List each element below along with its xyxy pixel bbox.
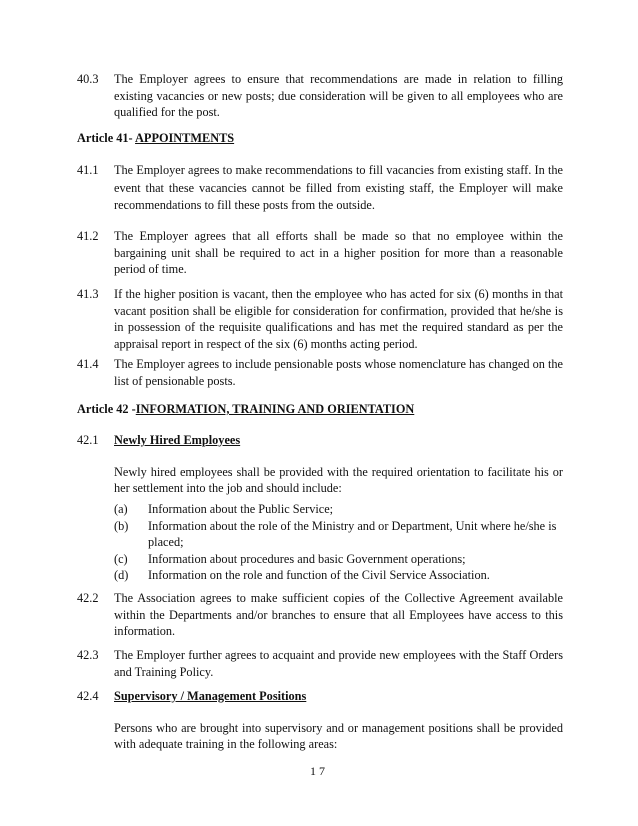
list-item-text: Information about procedures and basic Government operations; [148, 551, 466, 566]
clause-41-1 [77, 162, 563, 215]
article-prefix: Article 42 - [77, 402, 136, 416]
clause-heading: Supervisory / Management Positions [114, 689, 307, 703]
article-42-heading [77, 401, 414, 418]
clause-body [114, 432, 563, 497]
clause-text: The Association agrees to make sufficient copies of the Collective Agreement available within the Departments and/or branches to ensure that all Employees have access to this information. [114, 591, 563, 638]
article-41-heading [77, 130, 234, 147]
clause-number: 42.3 [77, 648, 99, 662]
list-item [114, 518, 564, 551]
list-item-text: Information about the role of the Ministry and or Department, Unit where he/she is placed; [148, 518, 557, 549]
article-title: APPOINTMENTS [135, 131, 235, 145]
page-number: 17 [310, 764, 328, 778]
clause-heading: Newly Hired Employees [114, 433, 241, 447]
list-item-label: (c) [114, 551, 128, 566]
clause-40-3 [77, 71, 563, 121]
article-prefix: Article 41- [77, 131, 136, 145]
clause-text: The Employer agrees to make recommendations to fill vacancies from existing staff. In the event that these vacancies cannot be filled from existing staff, the Employer will make recommendations to fill these posts from the outside. [114, 163, 563, 212]
clause-42-3 [77, 647, 563, 680]
article-title: INFORMATION, TRAINING AND ORIENTATION [135, 402, 415, 416]
clause-number: 41.4 [77, 357, 99, 371]
list-item-text: Information on the role and function of the Civil Service Association. [148, 568, 490, 582]
clause-number: 42.2 [77, 591, 99, 605]
list-item-label: (a) [114, 502, 128, 516]
clause-text: The Employer agrees that all efforts shall be made so that no employee within the bargaining unit shall be required to act in a higher position for more than a reasonable period of time. [114, 229, 563, 276]
clause-number: 41.3 [77, 287, 99, 301]
clause-text: Newly hired employees shall be provided with the required orientation to facilitate his or her settlement into the job and should include: [114, 464, 563, 495]
clause-42-1 [77, 432, 563, 497]
list-item-label: (b) [114, 518, 129, 533]
clause-text: The Employer agrees to ensure that recommendations are made in relation to filling existing vacancies or new posts; due consideration will be given to all employees who are qualified for the post. [114, 72, 563, 119]
list-item [114, 551, 564, 568]
clause-number: 40.3 [77, 72, 99, 86]
clause-42-4 [77, 688, 563, 753]
clause-text: If the higher position is vacant, then the employee who has acted for six (6) months in that vacant position shall be eligible for consideration for confirmation, provided that he/she is in possession of the requisite qualifications and has met the required standard as per the appraisal report in respect of the six (6) months acting period. [114, 287, 563, 351]
clause-42-2 [77, 590, 563, 640]
clause-41-3 [77, 286, 563, 352]
clause-number: 42.4 [77, 689, 99, 703]
clause-number: 41.2 [77, 229, 99, 243]
clause-number: 41.1 [77, 163, 99, 177]
clause-text: Persons who are brought into supervisory and or management positions shall be provided with adequate training in the following areas: [114, 720, 563, 751]
clause-text: The Employer agrees to include pensionable posts whose nomenclature has changed on the list of pensionable posts. [114, 357, 563, 388]
orientation-list [114, 501, 564, 584]
clause-number: 42.1 [77, 433, 99, 447]
list-item [114, 567, 564, 584]
clause-body [114, 688, 563, 753]
clause-41-4 [77, 356, 563, 389]
list-item [114, 501, 564, 518]
clause-text: The Employer further agrees to acquaint and provide new employees with the Staff Orders and Training Policy. [114, 648, 563, 679]
clause-41-2 [77, 228, 563, 278]
list-item-label: (d) [114, 568, 129, 582]
list-item-text: Information about the Public Service; [148, 502, 334, 516]
